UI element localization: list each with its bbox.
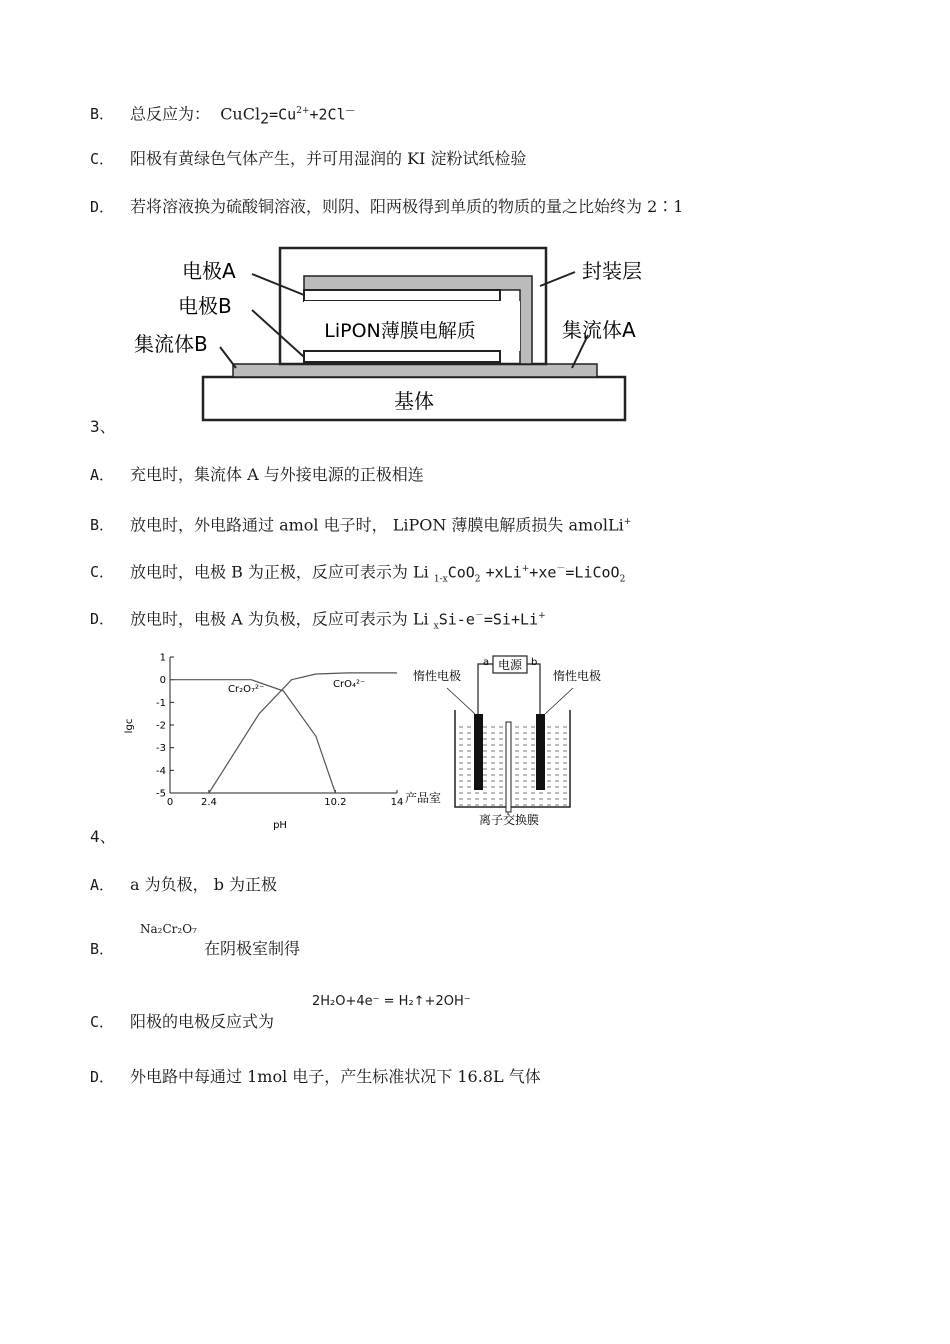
collector-a-label: 集流体A [562,318,636,342]
chart-x-label: pH [273,820,287,831]
wire-b [527,664,540,714]
series-line-0 [170,680,335,793]
y-tick-label: -5 [156,788,166,800]
q4-option-a: A． a 为负极， b 为正极 [90,875,278,894]
q4-option-b: B． 在阴极室制得 [90,939,301,958]
q3-option-c: C． 放电时，电极 B 为正极，反应可表示为 Li $_{1-x}$CoO$_2$ +xLi++xe－=LiCoO$_2$ [90,562,626,585]
inert-electrode-right-label: 惰性电极 [553,669,602,683]
electrode-a-plate [304,290,500,301]
lgc-ph-chart [120,650,410,835]
y-tick-label: -2 [156,720,166,732]
collector-b-label: 集流体B [134,332,208,356]
electrolyte-label: LiPON薄膜电解质 [324,320,476,342]
x-tick-label: 0 [166,797,174,808]
y-tick-label: 0 [159,675,166,687]
electrode-b-label: 电极B [178,294,232,318]
inert-electrode-left-label: 惰性电极 [413,669,462,683]
chart-ticks [156,653,403,809]
left-electrode [474,714,483,790]
collector-layer [233,364,597,377]
membrane-label: 离子交换膜 [479,813,540,827]
y-tick-label: -1 [156,697,166,709]
y-tick-label: -3 [156,743,166,755]
leader-inert-right [545,688,573,714]
terminal-a-label: a [483,657,490,668]
cell-solution [456,724,569,806]
battery-diagram [120,240,680,425]
y-tick-label: -4 [156,765,166,777]
series-label-cr2o7: Cr₂O₇²⁻ [228,684,265,695]
terminal-b-label: b [531,657,538,668]
q2-option-b: B． 总反应为： $CuCl_2=Cu^{2+}+2Cl^—$ [90,104,355,128]
x-tick-label: 2.4 [200,797,217,808]
q2-option-c: C． 阳极有黄绿色气体产生，并可用湿润的 KI 淀粉试纸检验 [90,149,527,168]
wire-a [478,664,493,714]
q4-option-d: D． 外电路中每通过 1mol 电子，产生标准状况下 16.8L 气体 [90,1067,541,1086]
chart-y-label: lgc [124,718,135,734]
question-number-3: 3、 [90,417,116,436]
electrolysis-cell-diagram [395,652,625,832]
substrate-label: 基体 [394,389,434,413]
q3-option-a: A． 充电时，集流体 A 与外接电源的正极相连 [90,465,424,484]
electrode-a-label: 电极A [182,259,236,283]
q2-option-d: D． 若将溶液换为硫酸铜溶液，则阴、阳两极得到单质的物质的量之比始终为 2∶1 [90,197,684,216]
product-chamber-label: 产品室 [405,791,442,805]
q4-option-c-formula: 2H₂O+4e⁻ = H₂↑+2OH⁻ [312,994,471,1009]
q3-option-b: B． 放电时，外电路通过 amol 电子时， LiPON 薄膜电解质损失 amolLi+ [90,515,632,535]
electrode-b-plate [304,351,500,362]
ion-exchange-membrane [506,722,511,812]
right-electrode [536,714,545,790]
y-tick-label: 1 [159,652,166,664]
power-supply-label: 电源 [497,658,523,672]
leader-collector-b [220,347,236,368]
encapsulation-label: 封装层 [582,259,642,283]
series-label-cro4: CrO₄²⁻ [333,679,366,690]
chart-series [170,673,397,793]
q4-option-b-formula: Na₂Cr₂O₇ [140,922,197,936]
q4-option-c: C． 阳极的电极反应式为 [90,1012,275,1031]
x-tick-label: 10.2 [324,797,347,808]
question-number-4: 4、 [90,827,116,846]
leader-inert-left [447,688,475,714]
x-tick-label: 14 [390,797,404,808]
chart-axes [170,657,397,793]
q3-option-d: D． 放电时，电极 A 为负极，反应可表示为 Li $_x$Si-e－=Si+Li+ [90,609,546,632]
